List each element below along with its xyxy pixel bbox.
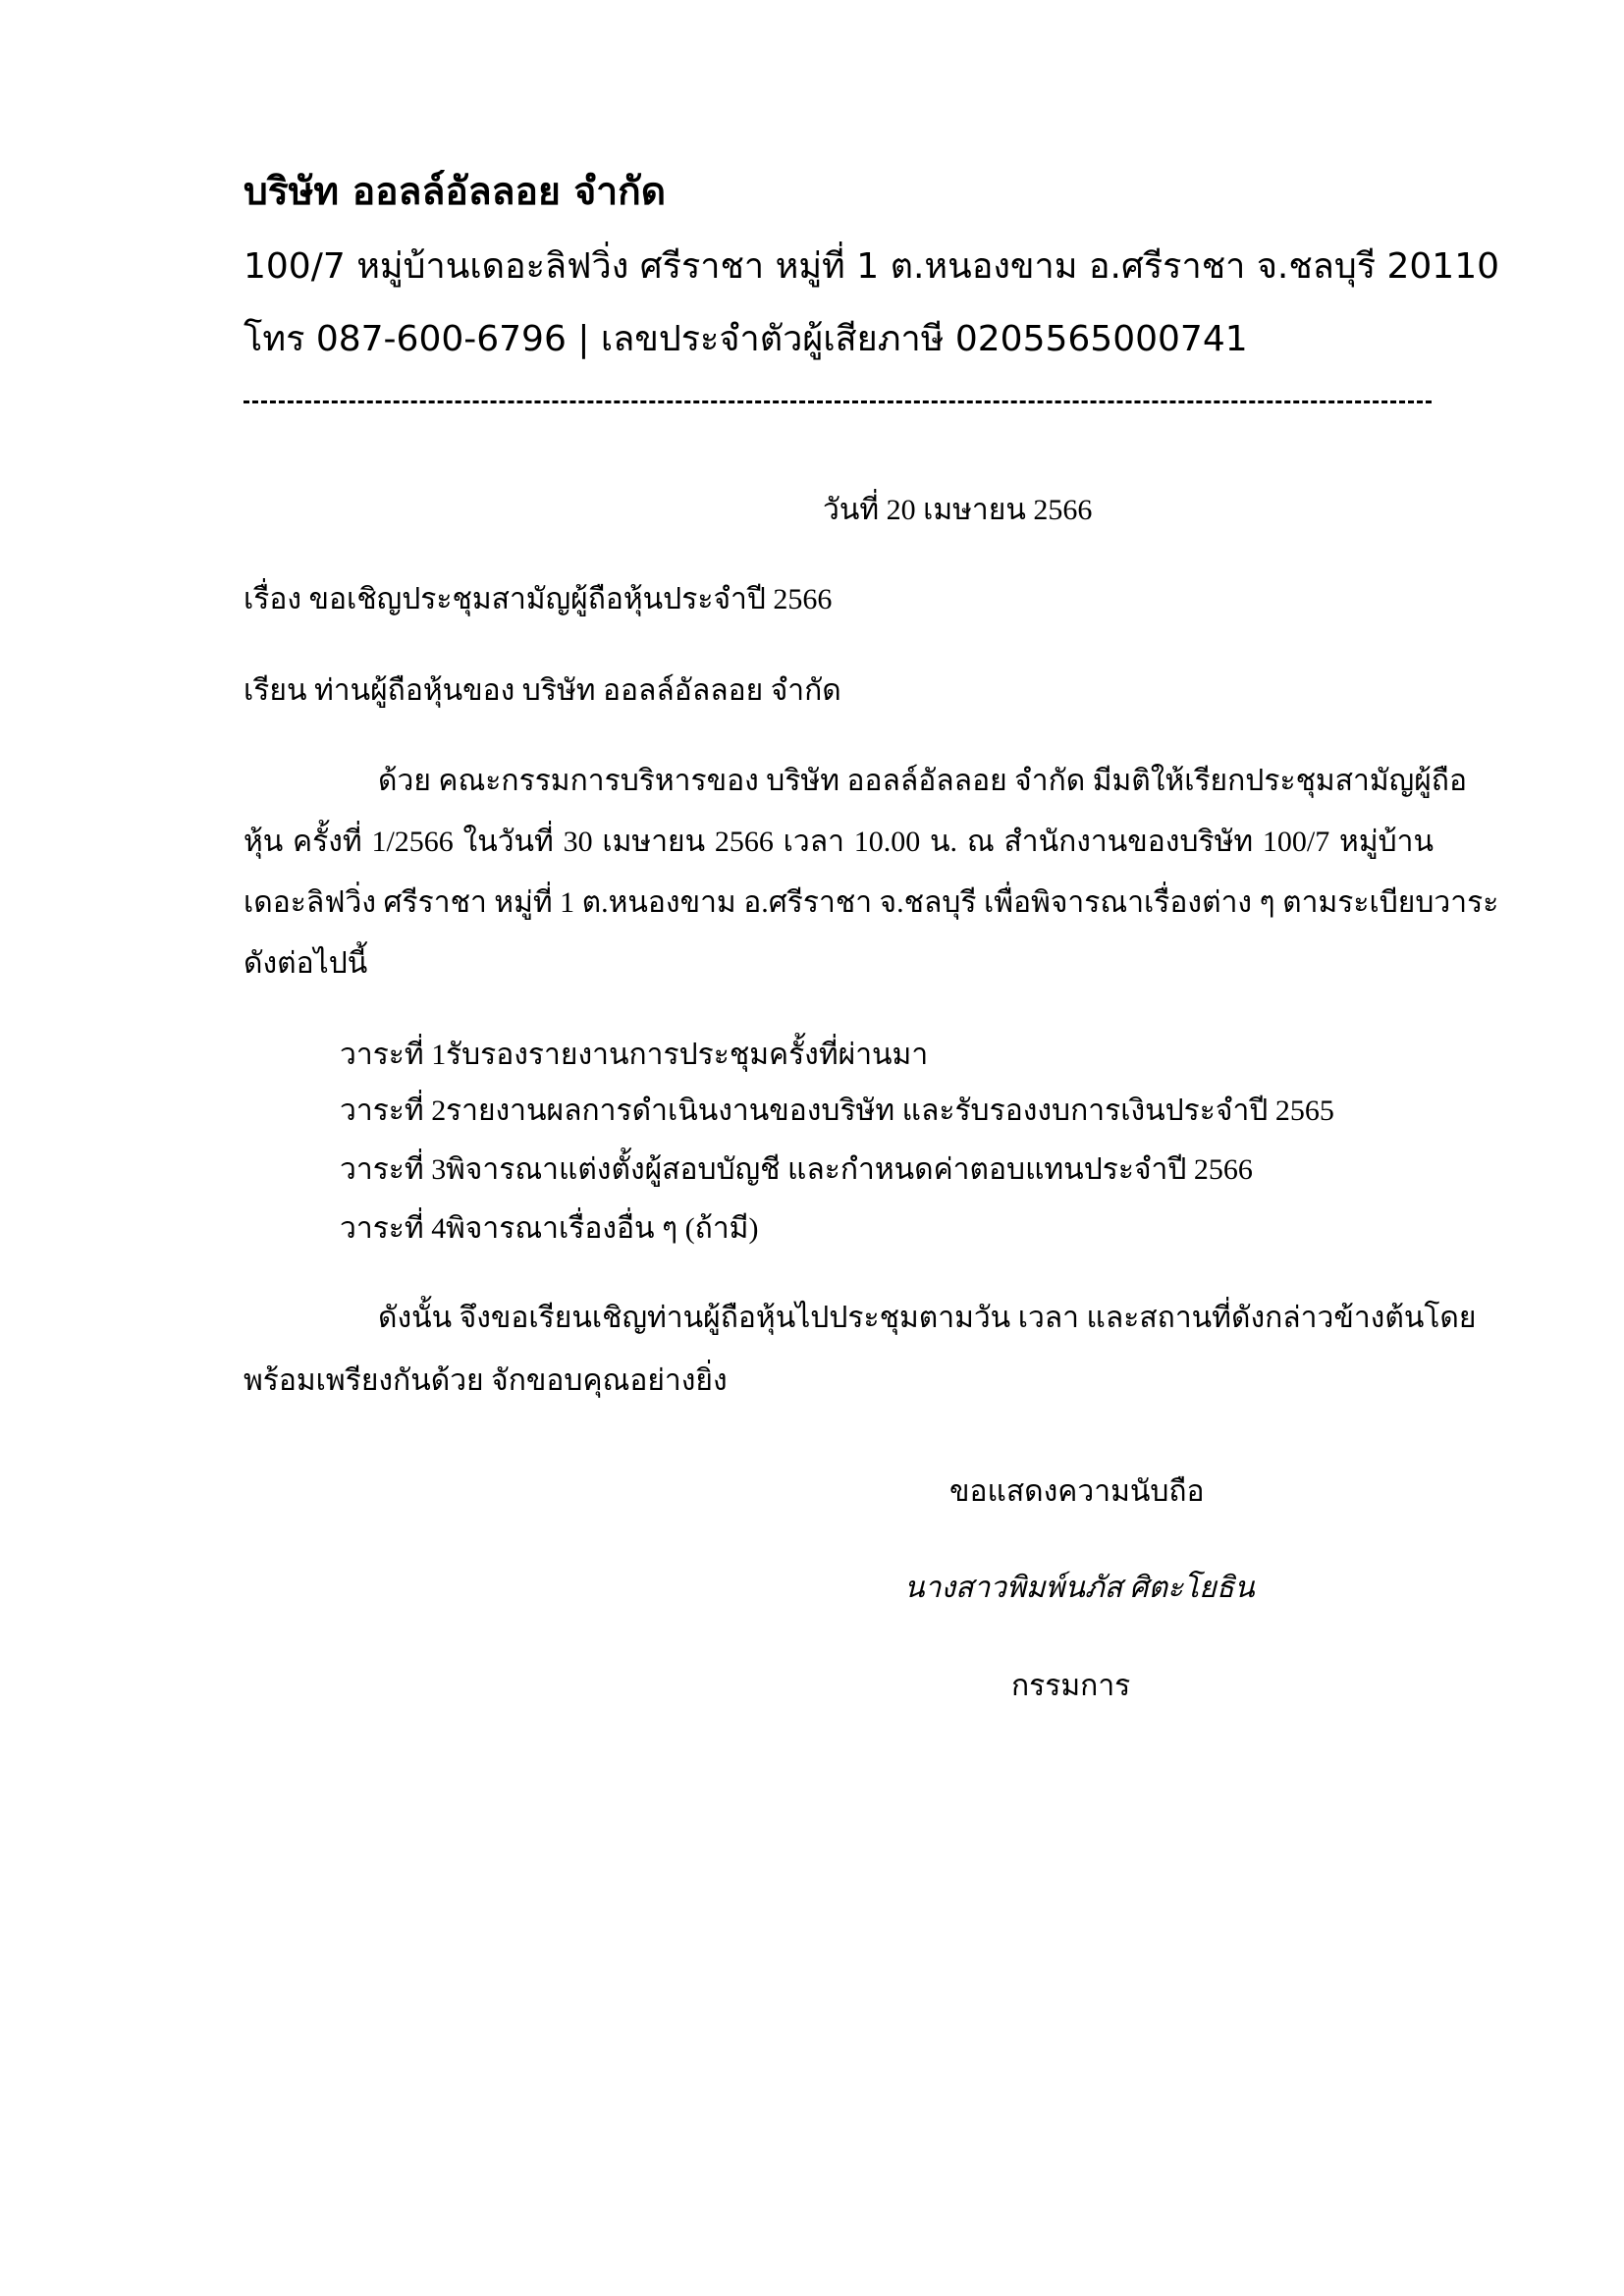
signer-name: นางสาวพิมพ์นภัส ศิตะโยธิน (904, 1572, 1255, 1604)
signer-title: กรรมการ (1011, 1670, 1131, 1702)
letterhead-separator (244, 400, 1432, 403)
agenda-item (340, 1150, 1253, 1190)
agenda-number: วาระที่ 4 (340, 1212, 447, 1245)
letter-recipient: เรียน ท่านผู้ถือหุ้นของ บริษัท ออลล์อัลลอย จำกัด (244, 674, 841, 707)
agenda-text: รับรองรายงานการประชุมครั้งที่ผ่านมา (446, 1039, 929, 1071)
closing-phrase: ขอแสดงความนับถือ (949, 1475, 1205, 1508)
agenda-number: วาระที่ 1 (340, 1039, 447, 1071)
letter-subject: เรื่อง ขอเชิญประชุมสามัญผู้ถือหุ้นประจำปี 2566 (244, 583, 833, 615)
intro-line: ดังต่อไปนี้ (244, 947, 368, 980)
agenda-item (340, 1092, 1334, 1131)
letter-date: วันที่ 20 เมษายน 2566 (823, 494, 1093, 526)
conclusion-line: พร้อมเพรียงกันด้วย จักขอบคุณอย่างยิ่ง (244, 1364, 728, 1397)
conclusion-line: ดังนั้น จึงขอเรียนเชิญท่านผู้ถือหุ้นไปประชุมตามวัน เวลา และสถานที่ดังกล่าวข้างต้นโดย (378, 1302, 1477, 1334)
intro-line: หุ้น ครั้งที่ 1/2566 ในวันที่ 30 เมษายน 2566 เวลา 10.00 น. ณ สำนักงานของบริษัท 100/7 หมู่บ้าน (244, 826, 1434, 858)
agenda-text: พิจารณาแต่งตั้งผู้สอบบัญชี และกำหนดค่าตอบแทนประจำปี 2566 (446, 1153, 1253, 1186)
agenda-number: วาระที่ 3 (340, 1153, 447, 1186)
intro-line: ด้วย คณะกรรมการบริหารของ บริษัท ออลล์อัลลอย จำกัด มีมติให้เรียกประชุมสามัญผู้ถือ (378, 765, 1467, 797)
intro-line: เดอะลิฟวิ่ง ศรีราชา หมู่ที่ 1 ต.หนองขาม อ.ศรีราชา จ.ชลบุรี เพื่อพิจารณาเรื่องต่าง ๆ ตามระเบียบวาระ (244, 886, 1499, 919)
agenda-item (340, 1209, 758, 1249)
agenda-text: รายงานผลการดำเนินงานของบริษัท และรับรองงบการเงินประจำปี 2565 (446, 1095, 1334, 1127)
agenda-number: วาระที่ 2 (340, 1095, 447, 1127)
agenda-text: พิจารณาเรื่องอื่น ๆ (ถ้ามี) (446, 1212, 759, 1245)
company-contact: โทร 087-600-6796 | เลขประจำตัวผู้เสียภาษี 0205565000741 (244, 319, 1248, 359)
agenda-item (340, 1036, 928, 1075)
company-address: 100/7 หมู่บ้านเดอะลิฟวิ่ง ศรีราชา หมู่ที่ 1 ต.หนองขาม อ.ศรีราชา จ.ชลบุรี 20110 (244, 246, 1500, 287)
company-name: บริษัท ออลล์อัลลอย จำกัด (244, 170, 667, 214)
